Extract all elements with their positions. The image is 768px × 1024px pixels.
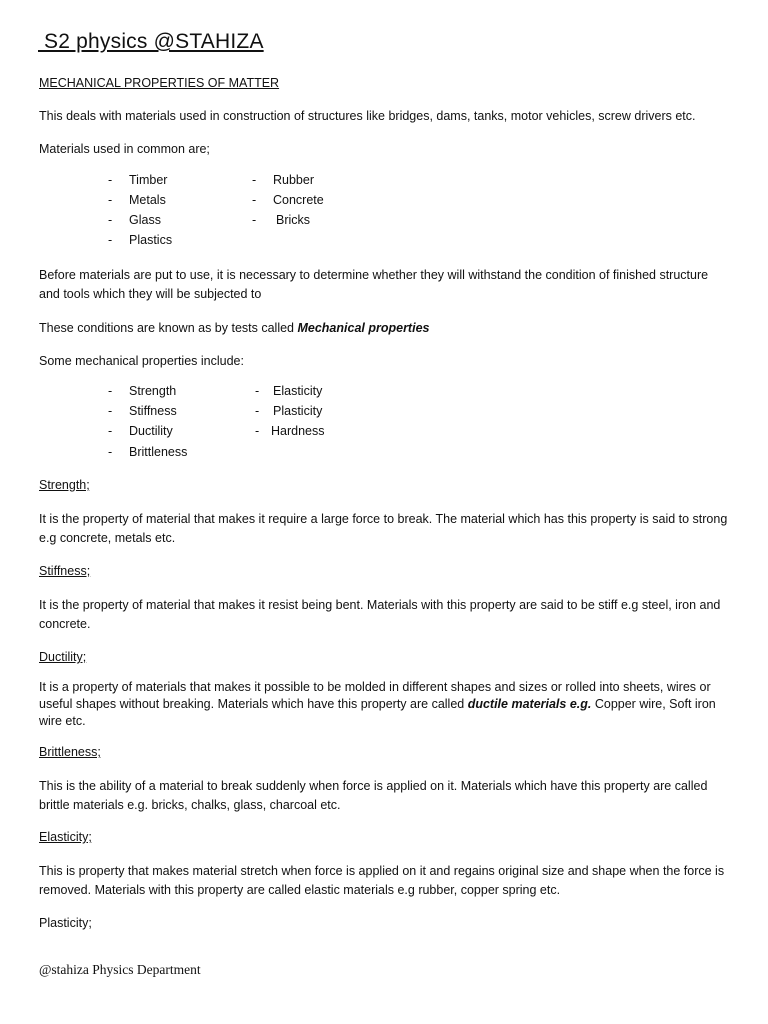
list-dash: -	[108, 384, 113, 398]
ductility-paragraph	[39, 679, 729, 730]
ductility-heading: Ductility;	[39, 650, 87, 664]
list-dash: -	[108, 173, 113, 187]
list-item	[255, 424, 325, 438]
list-item	[108, 193, 166, 207]
brittleness-paragraph: This is the ability of a material to break suddenly when force is applied on it. Materials which have this property are called brittle materials e.g. bricks, chalks, glass, charcoal etc.	[39, 779, 708, 812]
list-item	[252, 193, 324, 207]
conditions-paragraph	[39, 319, 729, 338]
list-dash: -	[108, 445, 113, 459]
list-dash: -	[252, 193, 257, 207]
list-dash: -	[255, 404, 260, 418]
list-dash: -	[255, 384, 260, 398]
page-title: S2 physics @STAHIZA	[38, 30, 264, 53]
list-dash: -	[108, 213, 113, 227]
list-dash: -	[255, 424, 260, 438]
property-elasticity: Elasticity	[273, 384, 323, 398]
conditions-text: These conditions are known as by tests called	[39, 321, 298, 335]
elasticity-heading: Elasticity;	[39, 830, 92, 844]
list-dash: -	[108, 233, 113, 247]
list-item	[108, 173, 167, 187]
stiffness-heading: Stiffness;	[39, 564, 91, 578]
material-concrete: Concrete	[273, 193, 324, 207]
list-dash: -	[252, 173, 257, 187]
section-title: MECHANICAL PROPERTIES OF MATTER	[39, 76, 280, 90]
stiffness-paragraph: It is the property of material that makes it resist being bent. Materials with this property are said to be stiff e.g steel, iron and concrete.	[39, 598, 721, 631]
material-bricks: Bricks	[276, 213, 311, 227]
intro-paragraph: This deals with materials used in construction of structures like bridges, dams, tanks, motor vehicles, screw drivers etc.	[39, 109, 696, 123]
list-item	[108, 445, 187, 459]
property-brittleness: Brittleness	[129, 445, 188, 459]
list-dash: -	[252, 213, 257, 227]
ductility-emphasis: ductile materials e.g.	[467, 697, 592, 711]
list-dash: -	[108, 424, 113, 438]
materials-intro: Materials used in common are;	[39, 142, 210, 156]
list-item	[108, 404, 177, 418]
list-item	[108, 424, 173, 438]
material-glass: Glass	[129, 213, 161, 227]
brittleness-heading: Brittleness;	[39, 745, 101, 759]
page-footer: @stahiza Physics Department	[39, 962, 201, 977]
material-rubber: Rubber	[273, 173, 314, 187]
before-use-paragraph: Before materials are put to use, it is necessary to determine whether they will withstand the condition of finished structure and tools which they will be subjected to	[39, 268, 709, 301]
property-stiffness: Stiffness	[129, 404, 177, 418]
list-item	[255, 404, 322, 418]
strength-paragraph: It is the property of material that makes it require a large force to break. The material which has this property is said to strong e.g concrete, metals etc.	[39, 512, 728, 545]
property-hardness: Hardness	[271, 424, 325, 438]
list-dash: -	[108, 404, 113, 418]
property-strength: Strength	[129, 384, 177, 398]
list-item	[252, 173, 314, 187]
material-timber: Timber	[129, 173, 168, 187]
list-item	[108, 233, 172, 247]
elasticity-paragraph: This is property that makes material stretch when force is applied on it and regains original size and shape when the force is removed. Materials with this property are called elastic materials e.g rubber, copper spring etc.	[39, 864, 725, 897]
list-dash: -	[108, 193, 113, 207]
strength-heading: Strength;	[39, 478, 90, 492]
list-item	[255, 384, 322, 398]
property-plasticity: Plasticity	[273, 404, 323, 418]
list-item	[108, 213, 161, 227]
conditions-emphasis: Mechanical properties	[297, 321, 430, 335]
material-plastics: Plastics	[129, 233, 173, 247]
list-item	[252, 213, 310, 227]
plasticity-heading: Plasticity;	[39, 916, 92, 930]
property-ductility: Ductility	[129, 424, 173, 438]
material-metals: Metals	[129, 193, 166, 207]
ductility-examples: Copper wire, Soft iron wire etc.	[39, 697, 716, 728]
list-item	[108, 384, 176, 398]
properties-intro: Some mechanical properties include:	[39, 354, 244, 368]
ductility-text: It is a property of materials that makes it possible to be molded in different shapes and sizes or rolled into sheets, wires or useful shapes without breaking. Materials which have this property are called	[39, 680, 711, 711]
